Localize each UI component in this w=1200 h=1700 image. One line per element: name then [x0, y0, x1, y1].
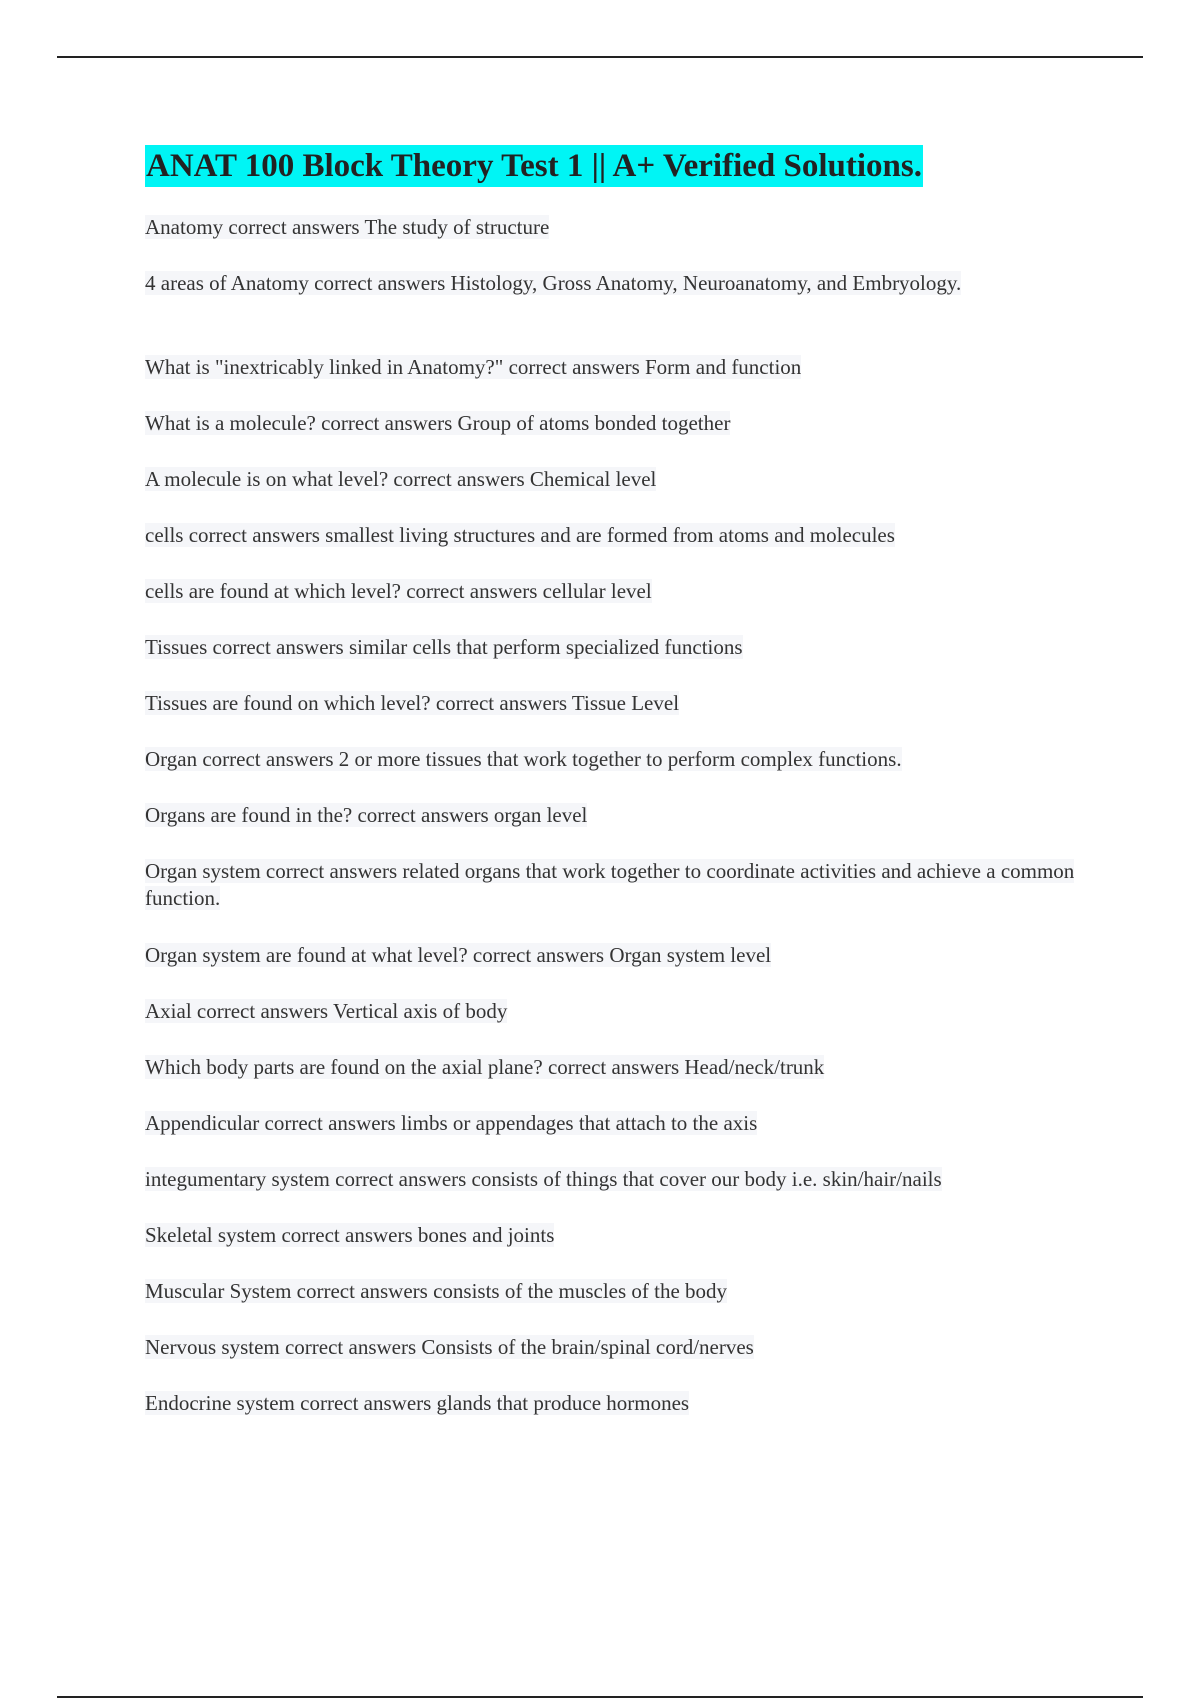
list-item	[145, 1390, 1085, 1446]
qa-text: Muscular System correct answers consists of the muscles of the body	[145, 1279, 728, 1303]
list-item	[145, 746, 1085, 802]
bottom-rule	[57, 1696, 1143, 1698]
qa-text: A molecule is on what level? correct answers Chemical level	[145, 467, 657, 491]
list-item	[145, 1222, 1085, 1278]
list-item	[145, 634, 1085, 690]
list-item	[145, 354, 1085, 410]
qa-text: Endocrine system correct answers glands that produce hormones	[145, 1391, 690, 1415]
qa-text: Organ system correct answers related organs that work together to coordinate activities and achieve a common function.	[145, 859, 1075, 910]
list-item	[145, 578, 1085, 634]
list-item	[145, 522, 1085, 578]
list-item	[145, 1334, 1085, 1390]
qa-text: Tissues correct answers similar cells that perform specialized functions	[145, 635, 743, 659]
qa-text: integumentary system correct answers consists of things that cover our body i.e. skin/hair/nails	[145, 1167, 942, 1191]
list-item	[145, 942, 1085, 998]
list-item	[145, 998, 1085, 1054]
qa-text: What is a molecule? correct answers Group of atoms bonded together	[145, 411, 731, 435]
top-rule	[57, 56, 1143, 58]
qa-text: Skeletal system correct answers bones and joints	[145, 1223, 555, 1247]
list-item	[145, 858, 1085, 942]
document-title: ANAT 100 Block Theory Test 1 || A+ Verified Solutions.	[145, 145, 923, 187]
qa-text: Nervous system correct answers Consists of the brain/spinal cord/nerves	[145, 1335, 754, 1359]
list-item	[145, 270, 1085, 354]
qa-text: Anatomy correct answers The study of structure	[145, 215, 550, 239]
list-item	[145, 410, 1085, 466]
list-item	[145, 214, 1085, 270]
qa-text: cells correct answers smallest living structures and are formed from atoms and molecules	[145, 523, 895, 547]
qa-list	[145, 214, 1085, 1446]
list-item	[145, 1054, 1085, 1110]
list-item	[145, 690, 1085, 746]
list-item	[145, 1110, 1085, 1166]
qa-text: What is "inextricably linked in Anatomy?" correct answers Form and function	[145, 355, 802, 379]
qa-text: Appendicular correct answers limbs or appendages that attach to the axis	[145, 1111, 758, 1135]
qa-text: 4 areas of Anatomy correct answers Histology, Gross Anatomy, Neuroanatomy, and Embryology.	[145, 271, 962, 295]
qa-text: Organ system are found at what level? correct answers Organ system level	[145, 943, 772, 967]
qa-text: Organs are found in the? correct answers organ level	[145, 803, 588, 827]
qa-text: Axial correct answers Vertical axis of body	[145, 999, 508, 1023]
qa-text: Which body parts are found on the axial plane? correct answers Head/neck/trunk	[145, 1055, 825, 1079]
list-item	[145, 1166, 1085, 1222]
list-item	[145, 802, 1085, 858]
qa-text: Tissues are found on which level? correct answers Tissue Level	[145, 691, 680, 715]
list-item	[145, 466, 1085, 522]
qa-text: cells are found at which level? correct answers cellular level	[145, 579, 652, 603]
qa-text: Organ correct answers 2 or more tissues that work together to perform complex functions.	[145, 747, 902, 771]
list-item	[145, 1278, 1085, 1334]
